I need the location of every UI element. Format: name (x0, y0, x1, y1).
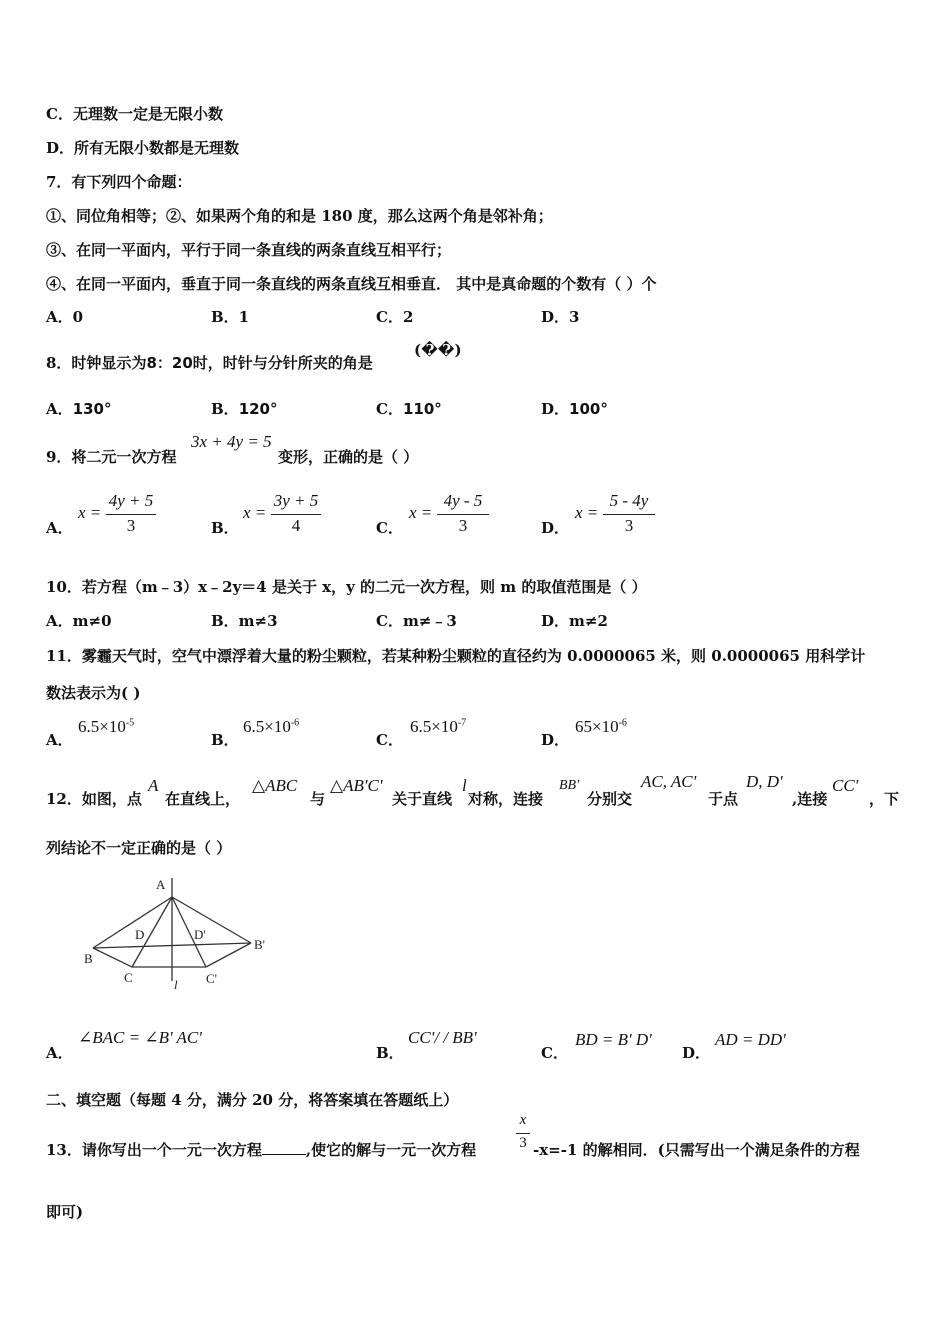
q11-expr-d (575, 717, 627, 737)
q8-letter-b: B． (211, 400, 239, 418)
q9-lhs-b: x = (243, 503, 267, 522)
q12-stem-b: 在直线上， (165, 790, 241, 808)
q8-value-d: 100° (569, 400, 608, 418)
q11-base-b: 6.5×10 (243, 717, 291, 736)
label-c: C (124, 970, 133, 985)
q7-option-b: B．1 (211, 308, 250, 326)
q7-proposition-1-2: ①、同位角相等；②、如果两个角的和是 180 度，那么这两个角是邻补角； (46, 207, 553, 225)
q8-option-b (211, 398, 278, 419)
q12-expr-a: ∠BAC = ∠B' AC' (78, 1028, 202, 1047)
q9-fraction-a (106, 491, 156, 539)
q8-letter-c: C． (376, 400, 403, 418)
q9-letter-d: D． (541, 519, 570, 537)
q10-option-c: C．m≠﹣3 (376, 612, 457, 630)
q7-option-d: D．3 (541, 308, 580, 326)
label-l: l (174, 977, 178, 992)
q9-num-c: 4y - 5 (443, 491, 483, 510)
q11-expr-c (410, 717, 466, 737)
q12-point-a: A (148, 776, 159, 795)
q7-proposition-3: ③、在同一平面内，平行于同一条直线的两条直线互相平行； (46, 241, 452, 259)
q9-den-a: 3 (126, 516, 136, 535)
q9-den-c: 3 (458, 516, 468, 535)
q13-stem-text-2: ,使它的解与一元一次方程 (305, 1141, 477, 1159)
q7-option-a: A．0 (46, 308, 84, 326)
label-b2: B' (254, 937, 266, 952)
q9-fraction-d (603, 491, 655, 539)
q9-fraction-b (271, 491, 321, 539)
q8-stem-text-2: 时，时针与分针所夹的角是 (192, 354, 373, 372)
q13-stem-4: 即可) (46, 1203, 84, 1221)
q11-base-c: 6.5×10 (410, 717, 458, 736)
q12-triangle-abc: △ABC (252, 776, 298, 795)
q8-paren: (��) (414, 341, 462, 359)
q6-option-c: C．无理数一定是无限小数 (46, 105, 223, 123)
q12-segment-cc: CC' (832, 776, 859, 795)
q9-lhs-d: x = (575, 503, 599, 522)
q12-stem-e: 对称，连接 (468, 790, 544, 808)
q9-den-b: 4 (291, 516, 301, 535)
q12-figure (80, 875, 280, 995)
q8-time: 8：20 (146, 354, 193, 372)
q12-stem-d: 关于直线 (392, 790, 453, 808)
q7-option-c: C．2 (376, 308, 414, 326)
label-c2: C' (206, 971, 218, 986)
q12-stem-f: 分别交 (587, 790, 633, 808)
q13-stem-3: -x=-1 的解相同．(只需写出一个满足条件的方程 (533, 1141, 860, 1159)
q9-lhs-c: x = (409, 503, 433, 522)
q12-letter-b: B． (376, 1044, 404, 1062)
q11-letter-c: C． (376, 731, 403, 749)
label-b: B (84, 951, 93, 966)
q12-line-l: l (462, 776, 467, 795)
q11-expr-a (78, 717, 134, 737)
q10-option-a: A．m≠0 (46, 612, 112, 630)
q12-stem-h: ,连接 (792, 790, 828, 808)
q12-expr-d: AD = DD' (715, 1030, 786, 1049)
q12-stem-c: 与 (310, 790, 326, 808)
q7-proposition-4: ④、在同一平面内，垂直于同一条直线的两条直线互相垂直． 其中是真命题的个数有（ ）个 (46, 275, 657, 293)
q9-num-b: 3y + 5 (273, 491, 319, 510)
q11-exp-c: -7 (457, 717, 467, 729)
q12-letter-c: C． (541, 1044, 568, 1062)
label-a: A (156, 877, 166, 892)
q12-triangle-ab2c2: △AB'C' (330, 776, 383, 795)
q11-expr-b (243, 717, 299, 737)
segment-ab (93, 897, 172, 948)
q8-option-d (541, 398, 608, 419)
q9-num-a: 4y + 5 (108, 491, 154, 510)
label-d: D (135, 927, 145, 942)
q13-frac-bar (516, 1133, 530, 1134)
q11-base-a: 6.5×10 (78, 717, 126, 736)
q12-segments-ac: AC, AC' (641, 772, 697, 791)
q9-bar-d (603, 514, 655, 515)
q10-stem: 10．若方程（m﹣3）x﹣2y＝4 是关于 x，y 的二元一次方程，则 m 的取值范围是（ ） (46, 578, 647, 596)
q8-stem (46, 352, 373, 373)
q12-stem-i: ，下 (869, 790, 900, 808)
q12-stem-g: 于点 (708, 790, 739, 808)
q9-lhs-a: x = (78, 503, 102, 522)
q12-letter-d: D． (682, 1044, 711, 1062)
q9-letter-a: A． (46, 519, 73, 537)
q9-fraction-c (437, 491, 489, 539)
q13-stem (46, 1139, 476, 1160)
q12-segment-bb: BB' (559, 778, 580, 793)
q12-stem-2: 列结论不一定正确的是（ ） (46, 839, 232, 857)
q9-equation: 3x + 4y = 5 (191, 432, 272, 451)
section-heading-fill-in: 二、填空题（每题 4 分，满分 20 分，将答案填在答题纸上） (46, 1091, 459, 1109)
q9-bar-b (271, 514, 321, 515)
q11-letter-b: B． (211, 731, 239, 749)
q10-option-d: D．m≠2 (541, 612, 608, 630)
q9-bar-c (437, 514, 489, 515)
q11-stem: 11．雾霾天气时，空气中漂浮着大量的粉尘颗粒，若某种粉尘颗粒的直径约为 0.0000065 米，则 0.0000065 用科学计 (46, 647, 866, 665)
q7-stem: 7．有下列四个命题： (46, 173, 192, 191)
label-d2: D' (194, 927, 206, 942)
q8-option-a (46, 398, 111, 419)
q13-frac-den: 3 (519, 1135, 527, 1151)
q9-letter-c: C． (376, 519, 403, 537)
q12-expr-b: CC'/ / BB' (408, 1028, 477, 1047)
q13-frac-num: x (519, 1112, 527, 1128)
q11-exp-a: -5 (125, 717, 135, 729)
q8-stem-text: 8．时钟显示为 (46, 354, 147, 372)
q12-stem-a: 12．如图，点 (46, 790, 142, 808)
q8-value-b: 120° (238, 400, 278, 418)
q13-stem-text: 13．请你写出一个一元一次方程 (46, 1141, 262, 1159)
q12-expr-c: BD = B' D' (575, 1030, 652, 1049)
q8-value-c: 110° (402, 400, 442, 418)
segment-bc (93, 948, 132, 967)
q13-fraction (516, 1112, 530, 1158)
q8-letter-a: A． (46, 400, 73, 418)
q9-stem: 9．将二元一次方程 (46, 448, 177, 466)
q9-stem-2: 变形，正确的是（ ） (278, 448, 419, 466)
q11-letter-d: D． (541, 731, 570, 749)
segment-b2c2 (206, 943, 251, 967)
q10-option-b: B．m≠3 (211, 612, 278, 630)
q11-letter-a: A． (46, 731, 73, 749)
q8-letter-d: D． (541, 400, 570, 418)
q8-value-a: 130° (72, 400, 112, 418)
q9-bar-a (106, 514, 156, 515)
q11-base-d: 65×10 (575, 717, 619, 736)
q12-letter-a: A． (46, 1044, 73, 1062)
q9-num-d: 5 - 4y (609, 491, 649, 510)
q11-stem-2: 数法表示为( ) (46, 684, 141, 702)
q9-den-d: 3 (624, 516, 634, 535)
q12-points-d: D, D' (746, 772, 783, 791)
q11-exp-d: -6 (618, 717, 627, 729)
q6-option-d: D．所有无限小数都是无理数 (46, 139, 240, 157)
q11-exp-b: -6 (290, 717, 300, 729)
q9-letter-b: B． (211, 519, 239, 537)
q8-option-c (376, 398, 442, 419)
q13-answer-blank[interactable] (262, 1154, 306, 1155)
